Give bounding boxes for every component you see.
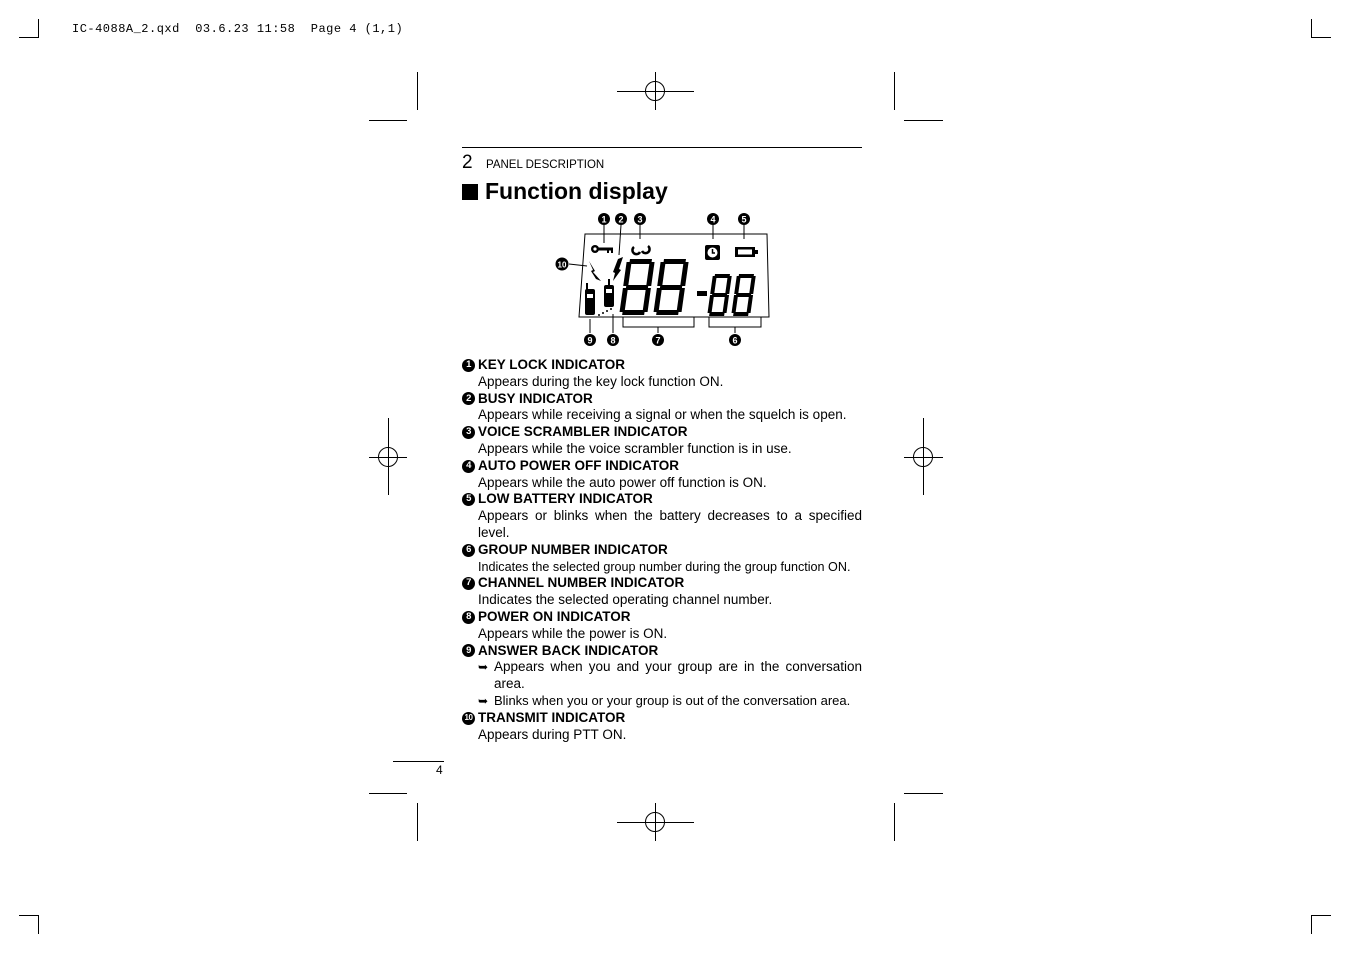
page-heading xyxy=(462,178,668,205)
badge-1: 1 xyxy=(462,359,475,372)
callout-7 xyxy=(652,334,664,346)
entry-title: BUSY INDICATOR xyxy=(478,390,593,406)
entry-desc: Appears while receiving a signal or when the squelch is open. xyxy=(478,407,847,423)
entry-title: TRANSMIT INDICATOR xyxy=(478,709,626,725)
callout-8 xyxy=(607,334,619,346)
svg-text:5: 5 xyxy=(741,214,747,225)
svg-text:7: 7 xyxy=(655,335,661,346)
section-title: PANEL DESCRIPTION xyxy=(486,159,605,171)
svg-text:4: 4 xyxy=(710,214,716,225)
entry-power-on xyxy=(462,609,862,643)
entry-desc: Indicates the selected group number during the group function ON. xyxy=(478,559,851,574)
file-slug: IC-4088A_2.qxd 03.6.23 11:58 Page 4 (1,1) xyxy=(72,22,404,36)
arrow-icon: ➥ xyxy=(478,660,489,675)
heading-square-icon xyxy=(462,184,478,200)
footer-rule xyxy=(393,761,444,762)
section-number: 2 xyxy=(462,152,473,173)
badge-2: 2 xyxy=(462,392,475,405)
svg-text:9: 9 xyxy=(587,335,593,346)
entry-desc: Appears during PTT ON. xyxy=(478,726,627,742)
entry-title: VOICE SCRAMBLER INDICATOR xyxy=(478,424,688,440)
callout-9 xyxy=(584,334,596,346)
bullet-item: ➥ Blinks when you or your group is out of the conversation area. xyxy=(478,692,851,708)
callout-6 xyxy=(729,334,741,346)
svg-text:3: 3 xyxy=(637,214,643,225)
entry-desc: Appears while the auto power off function is ON. xyxy=(478,474,767,490)
badge-7: 7 xyxy=(462,577,475,590)
entry-title: KEY LOCK INDICATOR xyxy=(478,357,626,372)
callout-2 xyxy=(615,213,627,225)
battery-icon xyxy=(735,247,758,257)
arrow-icon: ➥ xyxy=(478,693,489,708)
entry-busy xyxy=(462,391,862,425)
entry-desc: Indicates the selected operating channel number. xyxy=(478,592,773,608)
clock-icon xyxy=(705,245,720,260)
entry-auto-power-off xyxy=(462,458,862,492)
entry-answer-back xyxy=(462,643,862,710)
entry-group-number xyxy=(462,542,862,576)
entry-title: CHANNEL NUMBER INDICATOR xyxy=(478,575,685,591)
svg-text:1: 1 xyxy=(601,214,607,225)
svg-text:2: 2 xyxy=(618,214,624,225)
entry-desc: Appears while the voice scrambler function is in use. xyxy=(478,440,792,456)
bullet-item: ➥ Appears when you and your group are in the conversation area. xyxy=(478,659,862,692)
group-digits xyxy=(707,274,756,316)
entry-title: POWER ON INDICATOR xyxy=(478,608,631,624)
badge-10: 10 xyxy=(462,712,475,725)
function-display-diagram xyxy=(555,209,775,349)
indicator-list xyxy=(462,357,862,743)
busy-icon xyxy=(613,257,623,281)
entry-title: LOW BATTERY INDICATOR xyxy=(478,491,653,507)
entry-transmit xyxy=(462,710,862,744)
callout-3 xyxy=(634,213,646,225)
entry-desc: Appears or blinks when the battery decreases to a specified level. xyxy=(478,508,862,540)
entry-title: AUTO POWER OFF INDICATOR xyxy=(478,457,679,473)
transmit-icon xyxy=(589,261,601,281)
entry-title: GROUP NUMBER INDICATOR xyxy=(478,541,668,557)
svg-text:10: 10 xyxy=(557,260,567,270)
heading-text: Function display xyxy=(485,178,668,204)
svg-text:8: 8 xyxy=(610,335,616,346)
badge-6: 6 xyxy=(462,544,475,557)
entry-channel-number xyxy=(462,575,862,609)
entry-title: ANSWER BACK INDICATOR xyxy=(478,642,659,658)
badge-8: 8 xyxy=(462,611,475,624)
entry-desc: Appears during the key lock function ON. xyxy=(478,373,724,389)
channel-digits xyxy=(619,259,689,315)
entry-low-battery xyxy=(462,491,862,541)
entry-desc: Appears while the power is ON. xyxy=(478,625,668,641)
svg-text:6: 6 xyxy=(732,335,738,346)
callout-5 xyxy=(738,213,750,225)
entry-voice-scrambler xyxy=(462,424,862,458)
power-on-icon xyxy=(604,279,614,307)
answer-back-icon xyxy=(585,283,595,315)
badge-9: 9 xyxy=(462,644,475,657)
digit-hyphen xyxy=(697,291,707,296)
entry-key-lock xyxy=(462,357,862,391)
badge-5: 5 xyxy=(462,493,475,506)
signal-dots xyxy=(598,308,612,316)
callout-1 xyxy=(598,213,610,225)
key-icon xyxy=(591,245,613,253)
badge-3: 3 xyxy=(462,426,475,439)
page-number: 4 xyxy=(436,763,443,777)
header-rule xyxy=(462,147,862,148)
callout-10 xyxy=(556,258,569,271)
scrambler-icon xyxy=(632,246,649,254)
callout-4 xyxy=(707,213,719,225)
badge-4: 4 xyxy=(462,460,475,473)
